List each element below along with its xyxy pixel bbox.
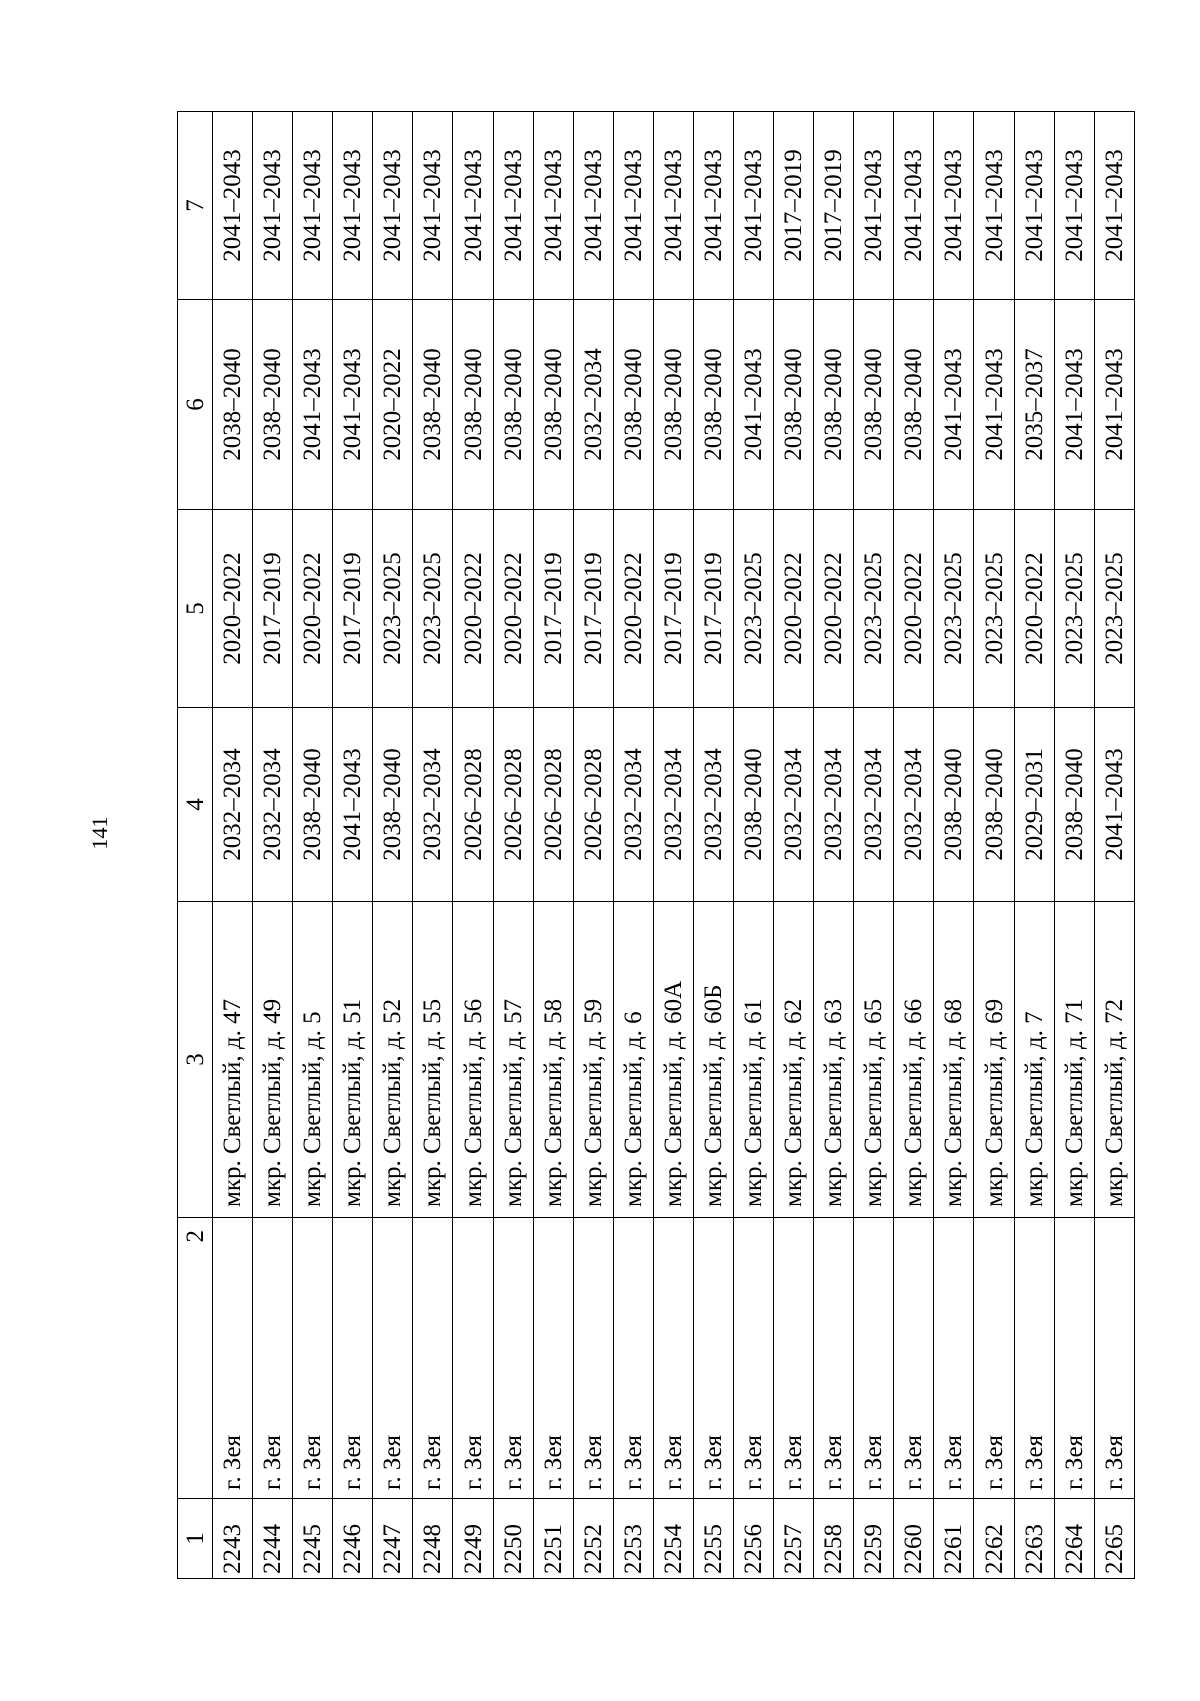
- address-cell: мкр. Светлый, д. 56: [453, 902, 493, 1218]
- period-col6-cell: 2038–2040: [453, 300, 493, 510]
- column-header-6: 6: [178, 300, 213, 510]
- row-number-cell: 2251: [533, 1499, 573, 1579]
- period-col5-cell: 2020–2022: [814, 510, 854, 708]
- table-row: [653, 112, 693, 1579]
- period-col7-cell: 2041–2043: [613, 112, 653, 300]
- row-number-cell: 2261: [934, 1499, 974, 1579]
- table-row: [934, 112, 974, 1579]
- row-number-cell: 2250: [493, 1499, 533, 1579]
- city-cell: г. Зея: [934, 1218, 974, 1499]
- period-col5-cell: 2023–2025: [1094, 510, 1134, 708]
- period-col4-cell: 2032–2034: [693, 708, 733, 902]
- period-col7-cell: 2041–2043: [533, 112, 573, 300]
- period-col6-cell: 2020–2022: [373, 300, 413, 510]
- address-cell: мкр. Светлый, д. 47: [213, 902, 253, 1218]
- city-cell: г. Зея: [373, 1218, 413, 1499]
- row-number-cell: 2259: [854, 1499, 894, 1579]
- row-number-cell: 2243: [213, 1499, 253, 1579]
- period-col7-cell: 2041–2043: [453, 112, 493, 300]
- header-row: [178, 112, 213, 1579]
- period-col6-cell: 2041–2043: [974, 300, 1014, 510]
- table-row: [333, 112, 373, 1579]
- table-row: [533, 112, 573, 1579]
- city-cell: г. Зея: [774, 1218, 814, 1499]
- period-col4-cell: 2038–2040: [1054, 708, 1094, 902]
- city-cell: г. Зея: [453, 1218, 493, 1499]
- city-cell: г. Зея: [974, 1218, 1014, 1499]
- address-cell: мкр. Светлый, д. 71: [1054, 902, 1094, 1218]
- table-row: [1094, 112, 1134, 1579]
- city-cell: г. Зея: [894, 1218, 934, 1499]
- period-col7-cell: 2041–2043: [854, 112, 894, 300]
- address-cell: мкр. Светлый, д. 66: [894, 902, 934, 1218]
- period-col5-cell: 2017–2019: [653, 510, 693, 708]
- row-number-cell: 2249: [453, 1499, 493, 1579]
- period-col6-cell: 2038–2040: [854, 300, 894, 510]
- period-col4-cell: 2041–2043: [1094, 708, 1134, 902]
- document-table-container: [177, 112, 1135, 1579]
- period-col4-cell: 2032–2034: [213, 708, 253, 902]
- row-number-cell: 2265: [1094, 1499, 1134, 1579]
- row-number-cell: 2257: [774, 1499, 814, 1579]
- address-cell: мкр. Светлый, д. 5: [293, 902, 333, 1218]
- period-col6-cell: 2041–2043: [333, 300, 373, 510]
- city-cell: г. Зея: [1054, 1218, 1094, 1499]
- row-number-cell: 2260: [894, 1499, 934, 1579]
- row-number-cell: 2254: [653, 1499, 693, 1579]
- address-cell: мкр. Светлый, д. 63: [814, 902, 854, 1218]
- period-col5-cell: 2020–2022: [293, 510, 333, 708]
- city-cell: г. Зея: [573, 1218, 613, 1499]
- address-cell: мкр. Светлый, д. 59: [573, 902, 613, 1218]
- address-cell: мкр. Светлый, д. 57: [493, 902, 533, 1218]
- city-cell: г. Зея: [734, 1218, 774, 1499]
- row-number-cell: 2245: [293, 1499, 333, 1579]
- period-col5-cell: 2020–2022: [213, 510, 253, 708]
- period-col6-cell: 2038–2040: [213, 300, 253, 510]
- city-cell: г. Зея: [413, 1218, 453, 1499]
- page-number: 141: [87, 816, 112, 850]
- address-cell: мкр. Светлый, д. 6: [613, 902, 653, 1218]
- period-col4-cell: 2041–2043: [333, 708, 373, 902]
- period-col7-cell: 2017–2019: [774, 112, 814, 300]
- period-col4-cell: 2032–2034: [774, 708, 814, 902]
- city-cell: г. Зея: [253, 1218, 293, 1499]
- table-body: [213, 112, 1135, 1579]
- period-col6-cell: 2038–2040: [613, 300, 653, 510]
- period-col5-cell: 2023–2025: [734, 510, 774, 708]
- table-row: [1054, 112, 1094, 1579]
- period-col6-cell: 2041–2043: [293, 300, 333, 510]
- period-col6-cell: 2038–2040: [693, 300, 733, 510]
- table-row: [774, 112, 814, 1579]
- address-cell: мкр. Светлый, д. 65: [854, 902, 894, 1218]
- period-col6-cell: 2041–2043: [934, 300, 974, 510]
- housing-schedule-table: [177, 111, 1135, 1579]
- address-cell: мкр. Светлый, д. 58: [533, 902, 573, 1218]
- column-header-1: 1: [178, 1499, 213, 1579]
- period-col5-cell: 2020–2022: [493, 510, 533, 708]
- city-cell: г. Зея: [493, 1218, 533, 1499]
- city-cell: г. Зея: [613, 1218, 653, 1499]
- period-col4-cell: 2026–2028: [493, 708, 533, 902]
- period-col6-cell: 2038–2040: [493, 300, 533, 510]
- address-cell: мкр. Светлый, д. 68: [934, 902, 974, 1218]
- row-number-cell: 2258: [814, 1499, 854, 1579]
- column-header-5: 5: [178, 510, 213, 708]
- period-col4-cell: 2038–2040: [934, 708, 974, 902]
- period-col7-cell: 2041–2043: [693, 112, 733, 300]
- period-col6-cell: 2038–2040: [413, 300, 453, 510]
- table-row: [413, 112, 453, 1579]
- table-row: [974, 112, 1014, 1579]
- period-col4-cell: 2029–2031: [1014, 708, 1054, 902]
- table-row: [453, 112, 493, 1579]
- period-col7-cell: 2041–2043: [573, 112, 613, 300]
- period-col4-cell: 2038–2040: [734, 708, 774, 902]
- address-cell: мкр. Светлый, д. 49: [253, 902, 293, 1218]
- period-col5-cell: 2023–2025: [373, 510, 413, 708]
- table-row: [734, 112, 774, 1579]
- row-number-cell: 2256: [734, 1499, 774, 1579]
- period-col4-cell: 2038–2040: [373, 708, 413, 902]
- table-row: [213, 112, 253, 1579]
- address-cell: мкр. Светлый, д. 60Б: [693, 902, 733, 1218]
- period-col5-cell: 2017–2019: [693, 510, 733, 708]
- period-col5-cell: 2023–2025: [974, 510, 1014, 708]
- row-number-cell: 2253: [613, 1499, 653, 1579]
- period-col4-cell: 2032–2034: [253, 708, 293, 902]
- table-row: [253, 112, 293, 1579]
- city-cell: г. Зея: [333, 1218, 373, 1499]
- city-cell: г. Зея: [693, 1218, 733, 1499]
- address-cell: мкр. Светлый, д. 61: [734, 902, 774, 1218]
- city-cell: г. Зея: [213, 1218, 253, 1499]
- period-col5-cell: 2017–2019: [533, 510, 573, 708]
- period-col6-cell: 2038–2040: [253, 300, 293, 510]
- city-cell: г. Зея: [854, 1218, 894, 1499]
- period-col4-cell: 2026–2028: [573, 708, 613, 902]
- period-col7-cell: 2041–2043: [373, 112, 413, 300]
- table-row: [573, 112, 613, 1579]
- period-col6-cell: 2032–2034: [573, 300, 613, 510]
- table-row: [814, 112, 854, 1579]
- period-col7-cell: 2041–2043: [1014, 112, 1054, 300]
- row-number-cell: 2247: [373, 1499, 413, 1579]
- address-cell: мкр. Светлый, д. 60А: [653, 902, 693, 1218]
- table-row: [693, 112, 733, 1579]
- period-col7-cell: 2041–2043: [333, 112, 373, 300]
- period-col5-cell: 2020–2022: [774, 510, 814, 708]
- period-col7-cell: 2041–2043: [734, 112, 774, 300]
- table-row: [493, 112, 533, 1579]
- period-col5-cell: 2020–2022: [894, 510, 934, 708]
- table-row: [854, 112, 894, 1579]
- period-col7-cell: 2041–2043: [934, 112, 974, 300]
- period-col7-cell: 2041–2043: [653, 112, 693, 300]
- period-col5-cell: 2020–2022: [453, 510, 493, 708]
- period-col5-cell: 2020–2022: [1014, 510, 1054, 708]
- period-col4-cell: 2038–2040: [974, 708, 1014, 902]
- city-cell: г. Зея: [814, 1218, 854, 1499]
- address-cell: мкр. Светлый, д. 62: [774, 902, 814, 1218]
- period-col4-cell: 2032–2034: [613, 708, 653, 902]
- period-col7-cell: 2041–2043: [413, 112, 453, 300]
- period-col4-cell: 2032–2034: [854, 708, 894, 902]
- address-cell: мкр. Светлый, д. 51: [333, 902, 373, 1218]
- period-col7-cell: 2041–2043: [1054, 112, 1094, 300]
- city-cell: г. Зея: [1094, 1218, 1134, 1499]
- table-row: [613, 112, 653, 1579]
- period-col6-cell: 2038–2040: [653, 300, 693, 510]
- column-header-4: 4: [178, 708, 213, 902]
- period-col4-cell: 2038–2040: [293, 708, 333, 902]
- period-col6-cell: 2038–2040: [894, 300, 934, 510]
- column-header-2: 2: [178, 1218, 213, 1499]
- period-col6-cell: 2035–2037: [1014, 300, 1054, 510]
- period-col7-cell: 2041–2043: [974, 112, 1014, 300]
- period-col7-cell: 2041–2043: [293, 112, 333, 300]
- period-col4-cell: 2032–2034: [894, 708, 934, 902]
- period-col7-cell: 2041–2043: [894, 112, 934, 300]
- period-col4-cell: 2026–2028: [453, 708, 493, 902]
- row-number-cell: 2264: [1054, 1499, 1094, 1579]
- period-col7-cell: 2017–2019: [814, 112, 854, 300]
- address-cell: мкр. Светлый, д. 69: [974, 902, 1014, 1218]
- period-col5-cell: 2017–2019: [333, 510, 373, 708]
- address-cell: мкр. Светлый, д. 52: [373, 902, 413, 1218]
- period-col7-cell: 2041–2043: [213, 112, 253, 300]
- column-header-3: 3: [178, 902, 213, 1218]
- period-col6-cell: 2041–2043: [1054, 300, 1094, 510]
- address-cell: мкр. Светлый, д. 7: [1014, 902, 1054, 1218]
- period-col5-cell: 2017–2019: [253, 510, 293, 708]
- column-header-7: 7: [178, 112, 213, 300]
- row-number-cell: 2244: [253, 1499, 293, 1579]
- period-col4-cell: 2032–2034: [814, 708, 854, 902]
- row-number-cell: 2262: [974, 1499, 1014, 1579]
- row-number-cell: 2263: [1014, 1499, 1054, 1579]
- period-col5-cell: 2017–2019: [573, 510, 613, 708]
- table-row: [373, 112, 413, 1579]
- period-col4-cell: 2026–2028: [533, 708, 573, 902]
- city-cell: г. Зея: [533, 1218, 573, 1499]
- row-number-cell: 2248: [413, 1499, 453, 1579]
- row-number-cell: 2246: [333, 1499, 373, 1579]
- table-row: [894, 112, 934, 1579]
- period-col7-cell: 2041–2043: [253, 112, 293, 300]
- period-col5-cell: 2020–2022: [613, 510, 653, 708]
- period-col6-cell: 2041–2043: [734, 300, 774, 510]
- address-cell: мкр. Светлый, д. 72: [1094, 902, 1134, 1218]
- row-number-cell: 2252: [573, 1499, 613, 1579]
- city-cell: г. Зея: [293, 1218, 333, 1499]
- period-col4-cell: 2032–2034: [413, 708, 453, 902]
- period-col5-cell: 2023–2025: [934, 510, 974, 708]
- period-col4-cell: 2032–2034: [653, 708, 693, 902]
- table-row: [293, 112, 333, 1579]
- period-col6-cell: 2038–2040: [774, 300, 814, 510]
- period-col7-cell: 2041–2043: [1094, 112, 1134, 300]
- period-col6-cell: 2038–2040: [533, 300, 573, 510]
- city-cell: г. Зея: [1014, 1218, 1054, 1499]
- period-col6-cell: 2038–2040: [814, 300, 854, 510]
- period-col5-cell: 2023–2025: [854, 510, 894, 708]
- city-cell: г. Зея: [653, 1218, 693, 1499]
- table-header: [178, 112, 213, 1579]
- row-number-cell: 2255: [693, 1499, 733, 1579]
- table-row: [1014, 112, 1054, 1579]
- period-col6-cell: 2041–2043: [1094, 300, 1134, 510]
- address-cell: мкр. Светлый, д. 55: [413, 902, 453, 1218]
- period-col5-cell: 2023–2025: [1054, 510, 1094, 708]
- period-col5-cell: 2023–2025: [413, 510, 453, 708]
- period-col7-cell: 2041–2043: [493, 112, 533, 300]
